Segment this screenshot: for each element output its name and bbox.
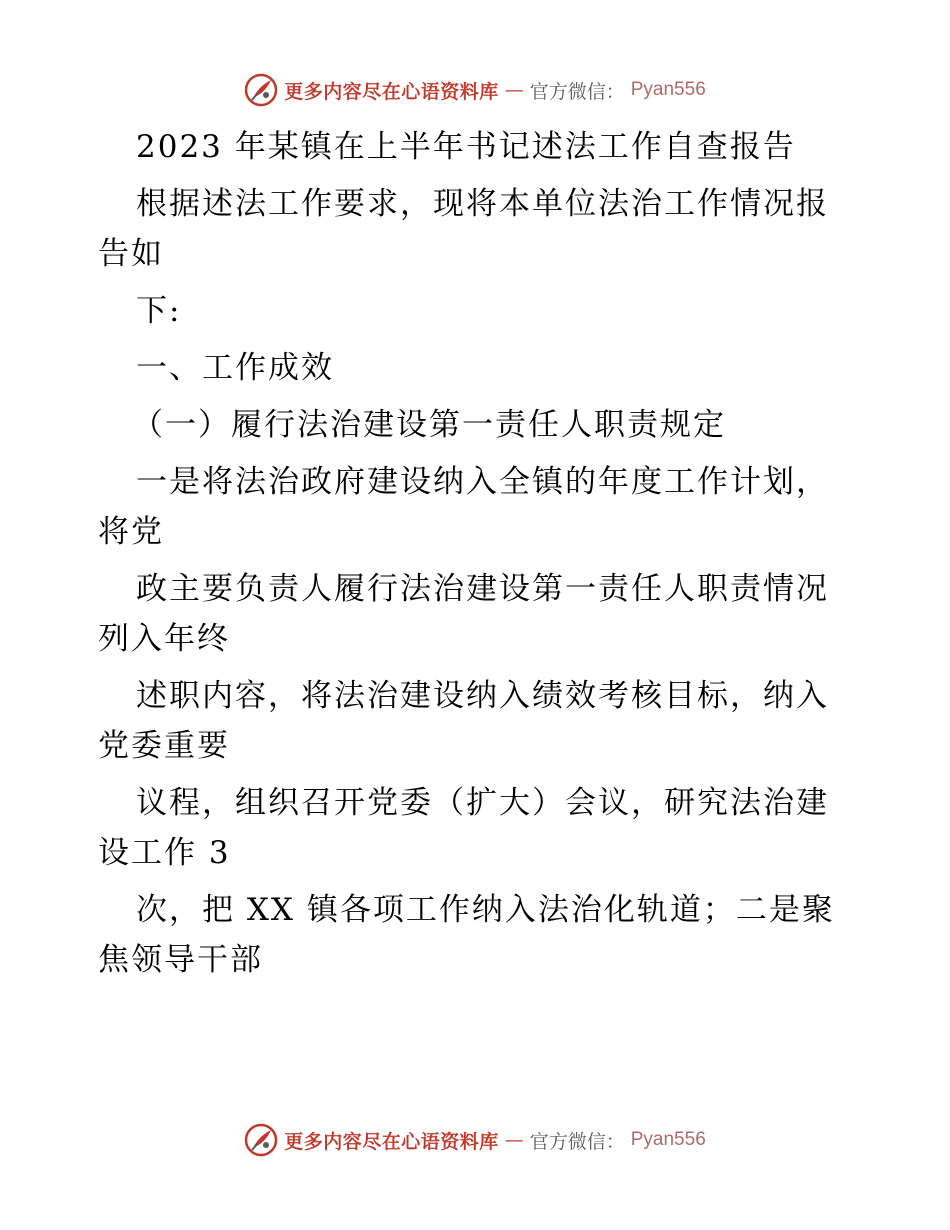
footer-banner [0, 1120, 950, 1160]
paragraph-line: 述职内容，将法治建设纳入绩效考核目标，纳入 [136, 678, 829, 714]
header-banner [0, 70, 950, 110]
paragraph-line: 焦领导干部 [98, 942, 263, 978]
banner-wechat-id: Pyan556 [630, 79, 706, 100]
paragraph-line: 次，把 XX 镇各项工作纳入法治化轨道；二是聚 [136, 892, 835, 928]
paragraph-line: 下: [136, 293, 182, 329]
paragraph-line: 政主要负责人履行法治建设第一责任人职责情况 [136, 571, 829, 607]
subsection-heading: （一）履行法治建设第一责任人职责规定 [132, 407, 726, 443]
quill-logo-icon [244, 73, 278, 107]
banner-wechat-id: Pyan556 [630, 1129, 706, 1150]
document-body [98, 122, 868, 985]
paragraph-line: 告如 [98, 236, 164, 272]
paragraph-line: 根据述法工作要求，现将本单位法治工作情况报 [136, 186, 829, 222]
paragraph-line: 议程，组织召开党委（扩大）会议，研究法治建 [136, 785, 829, 821]
quill-logo-icon [244, 1123, 278, 1157]
paragraph-line: 列入年终 [98, 621, 230, 657]
document-title: 2023 年某镇在上半年书记述法工作自查报告 [136, 129, 796, 165]
paragraph-line: 设工作 3 [98, 835, 231, 871]
banner-library-text: 更多内容尽在心语资料库 [284, 1130, 499, 1153]
banner-wechat-label: 官方微信： [529, 1130, 625, 1153]
section-heading: 一、工作成效 [136, 350, 334, 386]
paragraph-line: 党委重要 [98, 728, 230, 764]
banner-wechat-label: 官方微信： [529, 80, 625, 103]
paragraph-line: 一是将法治政府建设纳入全镇的年度工作计划， [136, 464, 829, 500]
banner-library-text: 更多内容尽在心语资料库 [284, 80, 499, 103]
banner-separator: — [504, 79, 524, 101]
banner-separator: — [504, 1129, 524, 1151]
paragraph-line: 将党 [98, 514, 164, 550]
